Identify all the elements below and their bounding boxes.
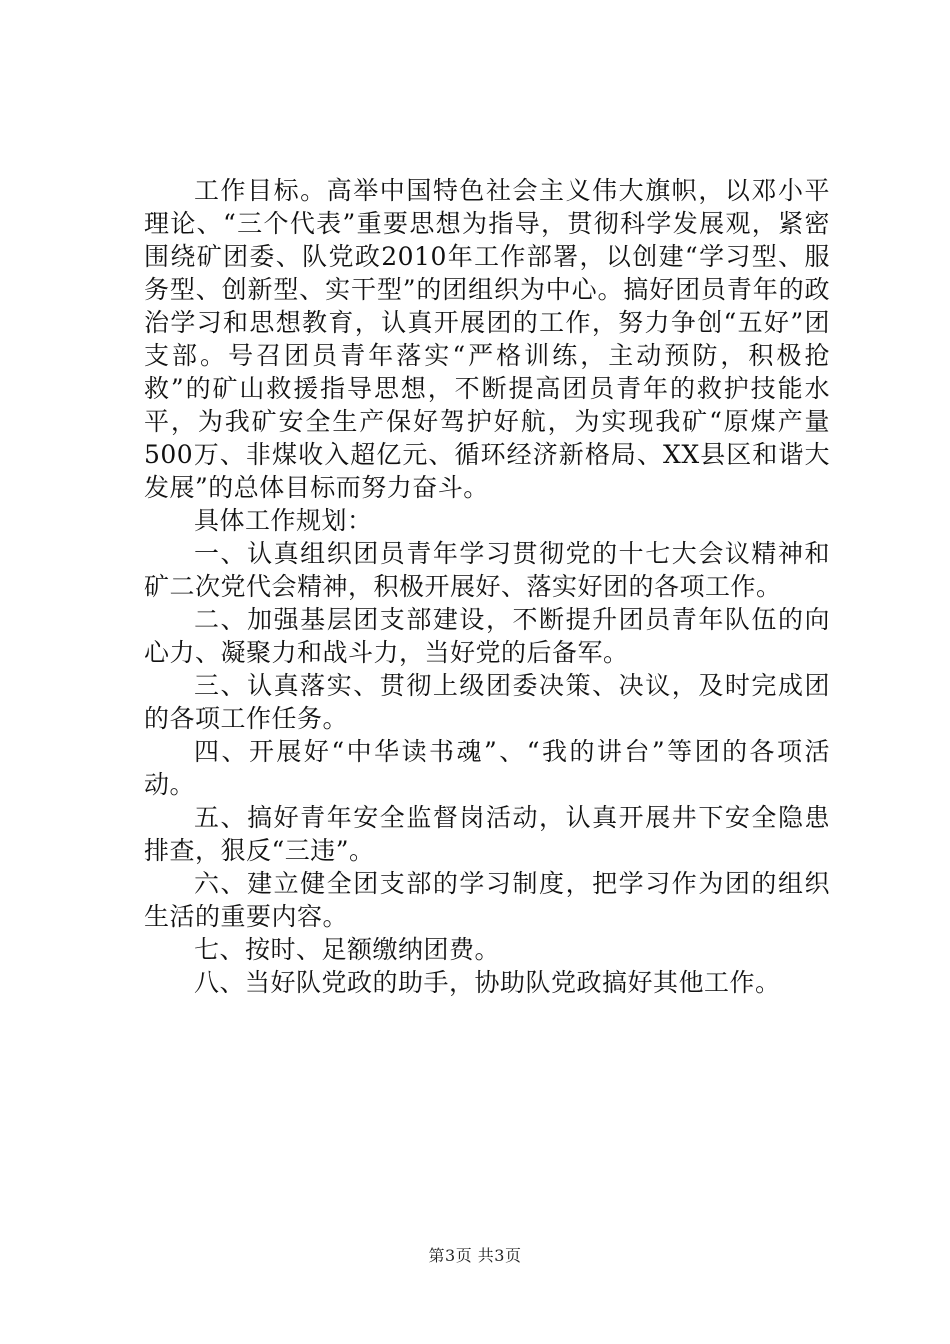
page-footer: 第3页 共3页	[428, 1246, 522, 1265]
paragraph-item-1: 一、认真组织团员青年学习贯彻党的十七大会议精神和矿二次党代会精神，积极开展好、落实好团的各项工作。	[144, 539, 830, 601]
paragraph-item-7: 七、按时、足额缴纳团费。	[194, 935, 501, 964]
paragraph-item-5: 五、搞好青年安全监督岗活动，认真开展井下安全隐患排查，狠反“三违”。	[144, 803, 830, 865]
paragraph-item-2: 二、加强基层团支部建设，不断提升团员青年队伍的向心力、凝聚力和战斗力，当好党的后备军。	[144, 605, 830, 667]
paragraph-item-4: 四、开展好“中华读书魂”、“我的讲台”等团的各项活动。	[144, 737, 830, 799]
paragraph-plan-heading: 具体工作规划：	[194, 506, 373, 535]
paragraph-item-8: 八、当好队党政的助手，协助队党政搞好其他工作。	[194, 968, 781, 997]
paragraph-item-3: 三、认真落实、贯彻上级团委决策、决议，及时完成团的各项工作任务。	[144, 671, 830, 733]
document-body	[144, 174, 830, 999]
paragraph-work-goal: 工作目标。高举中国特色社会主义伟大旗帜，以邓小平理论、“三个代表”重要思想为指导，贯彻科学发展观，紧密围绕矿团委、队党政2010年工作部署，以创建“学习型、服务型、创新型、实干型”的团组织为中心。搞好团员青年的政治学习和思想教育，认真开展团的工作，努力争创“五好”团支部。号召团员青年落实“严格训练，主动预防，积极抢救”的矿山救援指导思想，不断提高团员青年的救护技能水平，为我矿安全生产保好驾护好航，为实现我矿“原煤产量500万、非煤收入超亿元、循环经济新格局、XX县区和谐大发展”的总体目标而努力奋斗。	[144, 176, 830, 502]
paragraph-item-6: 六、建立健全团支部的学习制度，把学习作为团的组织生活的重要内容。	[144, 869, 830, 931]
